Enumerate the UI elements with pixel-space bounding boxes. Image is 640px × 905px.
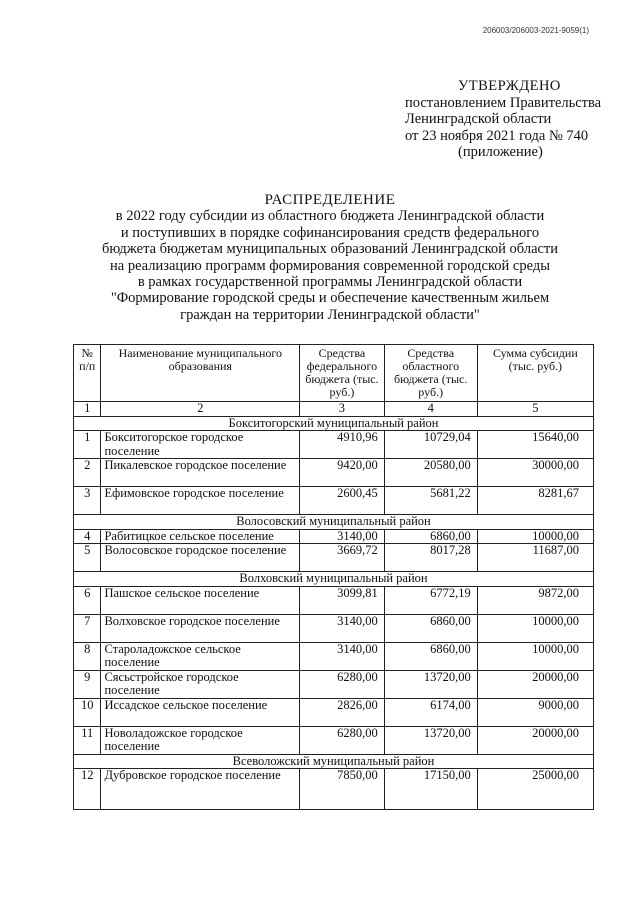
table-row xyxy=(74,529,594,544)
title-line: в рамках государственной программы Ленинградской области xyxy=(137,274,523,291)
row-name: Сясьстройское городское поселение xyxy=(101,670,300,698)
row-num: 2 xyxy=(74,459,101,487)
row-name: Волосовское городское поселение xyxy=(101,544,300,572)
row-reg: 6772,19 xyxy=(384,586,477,614)
row-name: Иссадское сельское поселение xyxy=(101,698,300,726)
row-num: 6 xyxy=(74,586,101,614)
row-reg: 6174,00 xyxy=(384,698,477,726)
row-reg: 6860,00 xyxy=(384,529,477,544)
row-reg: 20580,00 xyxy=(384,459,477,487)
header-name: Наименование муниципального образования xyxy=(101,345,300,402)
table-row xyxy=(74,670,594,698)
row-reg: 6860,00 xyxy=(384,642,477,670)
row-reg: 10729,04 xyxy=(384,431,477,459)
table-row xyxy=(74,431,594,459)
header-fed: Средства федерального бюджета (тыс. руб.) xyxy=(300,345,385,402)
row-reg: 17150,00 xyxy=(384,769,477,810)
table-row xyxy=(74,769,594,810)
approval-line: Ленинградской области xyxy=(405,111,552,127)
row-fed: 3669,72 xyxy=(300,544,385,572)
row-sum: 8281,67 xyxy=(477,487,593,515)
row-name: Новоладожское городское поселение xyxy=(101,726,300,754)
row-num: 10 xyxy=(74,698,101,726)
row-sum: 20000,00 xyxy=(477,726,593,754)
row-fed: 6280,00 xyxy=(300,726,385,754)
row-fed: 3099,81 xyxy=(300,586,385,614)
title-line: граждан на территории Ленинградской области" xyxy=(180,306,480,323)
col-index: 3 xyxy=(300,402,385,417)
col-index: 1 xyxy=(74,402,101,417)
row-name: Пикалевское городское поселение xyxy=(101,459,300,487)
row-num: 4 xyxy=(74,529,101,544)
row-sum: 30000,00 xyxy=(477,459,593,487)
title-line: на реализацию программ формирования современной городской среды xyxy=(110,257,550,274)
row-fed: 3140,00 xyxy=(300,614,385,642)
document-title xyxy=(70,192,590,323)
row-num: 8 xyxy=(74,642,101,670)
table-row xyxy=(74,698,594,726)
row-sum: 9872,00 xyxy=(477,586,593,614)
district-label: Всеволожский муниципальный район xyxy=(74,754,594,769)
district-row xyxy=(74,416,594,431)
column-index-row xyxy=(74,402,594,417)
district-row xyxy=(74,754,594,769)
table-row xyxy=(74,726,594,754)
row-reg: 13720,00 xyxy=(384,670,477,698)
row-reg: 5681,22 xyxy=(384,487,477,515)
row-num: 12 xyxy=(74,769,101,810)
row-sum: 20000,00 xyxy=(477,670,593,698)
row-num: 11 xyxy=(74,726,101,754)
row-name: Волховское городское поселение xyxy=(101,614,300,642)
row-fed: 3140,00 xyxy=(300,642,385,670)
title-line: "Формирование городской среды и обеспечение качественным жильем xyxy=(110,290,550,307)
header-sum: Сумма субсидии (тыс. руб.) xyxy=(477,345,593,402)
district-row xyxy=(74,572,594,587)
row-sum: 9000,00 xyxy=(477,698,593,726)
row-name: Рабитицкое сельское поселение xyxy=(101,529,300,544)
row-name: Бокситогорское городское поселение xyxy=(101,431,300,459)
table-row xyxy=(74,544,594,572)
row-reg: 6860,00 xyxy=(384,614,477,642)
row-fed: 4910,96 xyxy=(300,431,385,459)
table-row xyxy=(74,586,594,614)
title-line: в 2022 году субсидии из областного бюджета Ленинградской области xyxy=(115,208,545,225)
row-fed: 2600,45 xyxy=(300,487,385,515)
row-num: 5 xyxy=(74,544,101,572)
table-row xyxy=(74,614,594,642)
approval-line: постановлением Правительства xyxy=(405,94,602,111)
col-index: 5 xyxy=(477,402,593,417)
table-header-row xyxy=(74,345,594,402)
approval-heading: УТВЕРЖДЕНО xyxy=(458,78,561,94)
row-num: 3 xyxy=(74,487,101,515)
row-name: Ефимовское городское поселение xyxy=(101,487,300,515)
distribution-table xyxy=(73,344,594,810)
table-row xyxy=(74,487,594,515)
row-num: 9 xyxy=(74,670,101,698)
col-index: 4 xyxy=(384,402,477,417)
header-num: № п/п xyxy=(74,345,101,402)
row-fed: 2826,00 xyxy=(300,698,385,726)
row-sum: 11687,00 xyxy=(477,544,593,572)
row-reg: 13720,00 xyxy=(384,726,477,754)
district-label: Бокситогорский муниципальный район xyxy=(74,416,594,431)
row-sum: 15640,00 xyxy=(477,431,593,459)
row-fed: 3140,00 xyxy=(300,529,385,544)
row-name: Староладожское сельское поселение xyxy=(101,642,300,670)
row-name: Пашское сельское поселение xyxy=(101,586,300,614)
row-sum: 10000,00 xyxy=(477,614,593,642)
row-num: 1 xyxy=(74,431,101,459)
document-id: 206003/206003-2021-9059(1) xyxy=(482,26,589,35)
approval-block xyxy=(405,78,625,161)
row-sum: 10000,00 xyxy=(477,642,593,670)
district-label: Волховский муниципальный район xyxy=(74,572,594,587)
row-fed: 6280,00 xyxy=(300,670,385,698)
approval-line: от 23 ноября 2021 года № 740 xyxy=(405,127,589,144)
row-reg: 8017,28 xyxy=(384,544,477,572)
col-index: 2 xyxy=(101,402,300,417)
row-fed: 9420,00 xyxy=(300,459,385,487)
row-name: Дубровское городское поселение xyxy=(101,769,300,810)
table-row xyxy=(74,459,594,487)
title-line: и поступивших в порядке софинансирования средств федерального xyxy=(120,224,540,241)
header-reg: Средства областного бюджета (тыс. руб.) xyxy=(384,345,477,402)
approval-line: (приложение) xyxy=(458,144,543,160)
row-sum: 25000,00 xyxy=(477,769,593,810)
table-row xyxy=(74,642,594,670)
district-label: Волосовский муниципальный район xyxy=(74,515,594,530)
row-sum: 10000,00 xyxy=(477,529,593,544)
row-fed: 7850,00 xyxy=(300,769,385,810)
district-row xyxy=(74,515,594,530)
title-heading: РАСПРЕДЕЛЕНИЕ xyxy=(264,192,396,208)
title-line: бюджета бюджетам муниципальных образований Ленинградской области xyxy=(101,241,559,258)
row-num: 7 xyxy=(74,614,101,642)
